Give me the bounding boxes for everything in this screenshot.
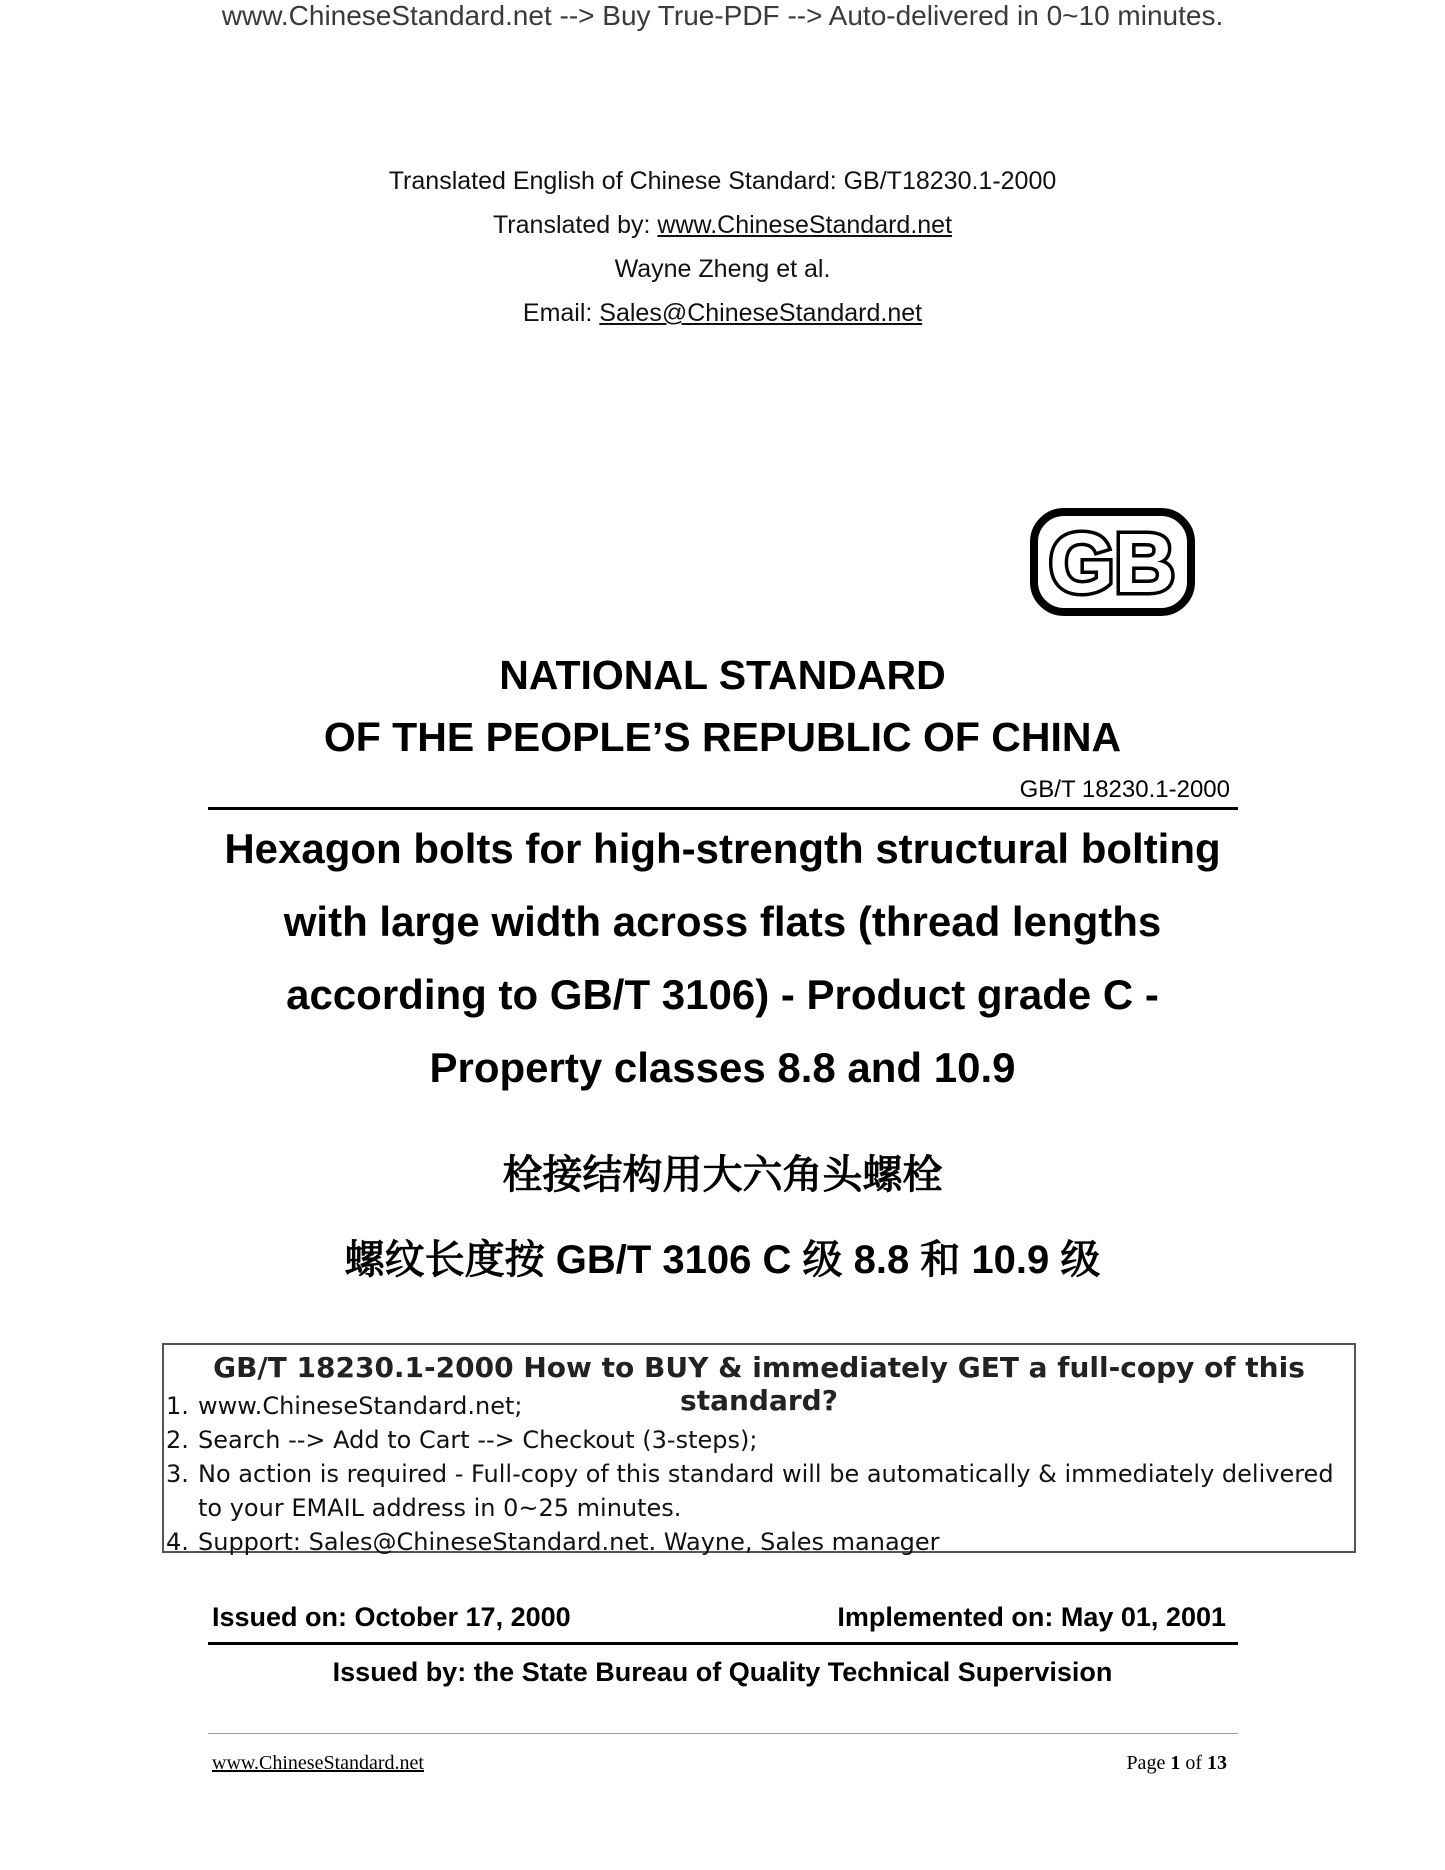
translator-name: Wayne Zheng et al. (614, 255, 831, 283)
page-prefix: Page (1126, 1752, 1171, 1774)
buy-step-text: Search --> Add to Cart --> Checkout (3-steps); (198, 1426, 758, 1454)
buy-step-text: No action is required - Full-copy of this standard will be automatically & immediately delivered to your EMAIL address in 0~25 minutes. (198, 1460, 1334, 1522)
issued-on-date: Issued on: October 17, 2000 (212, 1602, 571, 1632)
english-title-line2: with large width across flats (thread lengths (283, 898, 1162, 945)
buy-step-number: 2. (166, 1426, 189, 1454)
buy-step-text: Support: Sales@ChineseStandard.net. Wayne, Sales manager (198, 1528, 940, 1556)
buy-step (164, 1525, 1338, 1559)
buy-step-number: 1. (166, 1392, 189, 1420)
email-link[interactable]: Sales@ChineseStandard.net (599, 299, 923, 327)
buy-step-number: 3. (166, 1460, 189, 1488)
page-total: 13 (1207, 1752, 1227, 1774)
national-title-line1: NATIONAL STANDARD (499, 652, 946, 698)
implemented-on-date: Implemented on: May 01, 2001 (837, 1602, 1226, 1632)
english-title-line1: Hexagon bolts for high-strength structural bolting (224, 825, 1221, 872)
buy-steps-list (164, 1389, 1338, 1559)
buy-step (164, 1423, 1338, 1457)
footer-divider (208, 1733, 1238, 1734)
page-current: 1 (1170, 1752, 1181, 1774)
issued-by: Issued by: the State Bureau of Quality Technical Supervision (332, 1657, 1113, 1687)
buy-step-number: 4. (166, 1528, 189, 1556)
dates-row (212, 1602, 1226, 1633)
footer-site-link[interactable]: www.ChineseStandard.net (212, 1752, 424, 1774)
translated-by-label: Translated by: (492, 211, 658, 239)
buy-instructions-box (162, 1343, 1356, 1556)
national-title-line2: OF THE PEOPLE’S REPUBLIC OF CHINA (323, 714, 1122, 760)
dates-divider (208, 1642, 1238, 1645)
page-mid: of (1180, 1752, 1207, 1774)
top-banner: www.ChineseStandard.net --> Buy True-PDF --> Auto-delivered in 0~10 minutes. (221, 0, 1224, 31)
english-title-line3: according to GB/T 3106) - Product grade C - (286, 971, 1159, 1018)
chinese-title-line2: 螺纹长度按 GB/T 3106 C 级 8.8 和 10.9 级 (344, 1238, 1101, 1282)
buy-step (164, 1457, 1338, 1525)
email-label: Email: (522, 299, 600, 327)
translated-by-line (0, 211, 1445, 240)
buy-box-heading: GB/T 18230.1-2000 How to BUY & immediately GET a full-copy of this standard? (213, 1351, 1305, 1417)
buy-step (164, 1389, 1338, 1423)
page-indicator (1126, 1752, 1227, 1775)
english-title-line4: Property classes 8.8 and 10.9 (429, 1044, 1016, 1091)
gb-logo-icon (1030, 508, 1195, 616)
buy-step-text[interactable]: www.ChineseStandard.net; (198, 1392, 523, 1420)
email-line (0, 299, 1445, 328)
translated-by-link[interactable]: www.ChineseStandard.net (657, 211, 953, 239)
gb-logo-text: GB (1049, 516, 1175, 610)
standard-code: GB/T 18230.1-2000 (1019, 776, 1230, 803)
translated-of-label: Translated English of Chinese Standard: GB/T18230.1-2000 (388, 167, 1057, 195)
title-divider (208, 807, 1238, 810)
chinese-title-line1: 栓接结构用大六角头螺栓 (502, 1153, 943, 1197)
